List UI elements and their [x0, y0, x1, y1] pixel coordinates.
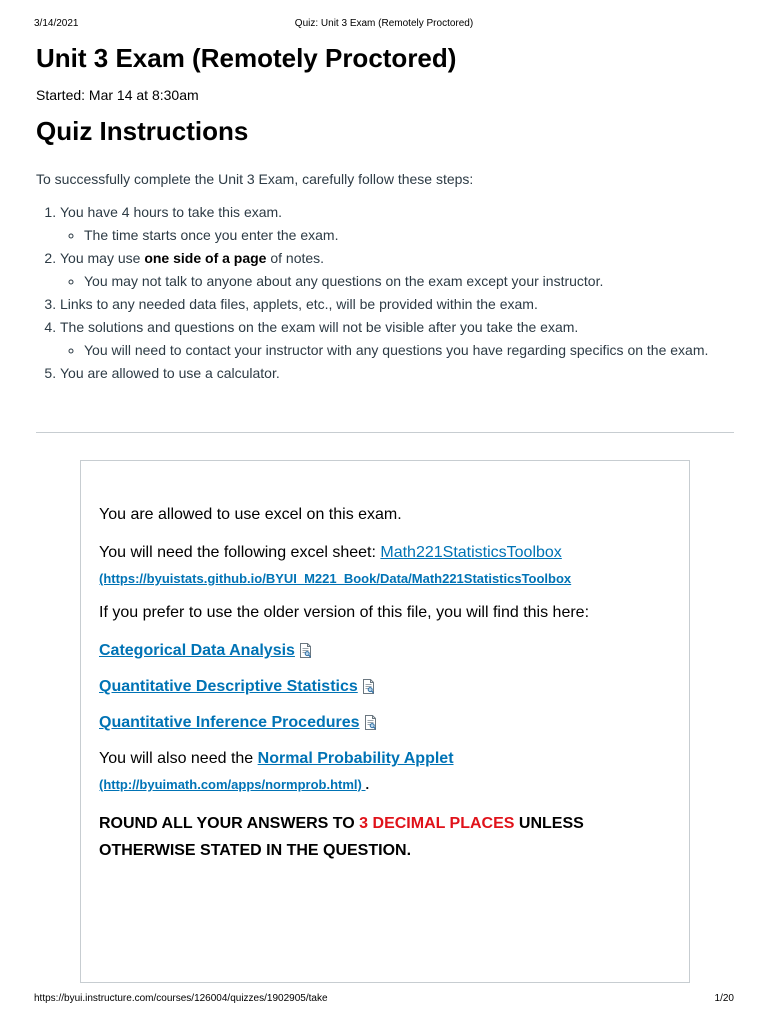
excel-allowed-text: You are allowed to use excel on this exam. [99, 506, 402, 523]
page-url: https://byui.instructure.com/courses/126004/quizzes/1902905/take [34, 993, 328, 1004]
applet-url-link[interactable]: (http://byuimath.com/apps/normprob.html) [99, 777, 366, 792]
toolbox-url-link[interactable]: (https://byuistats.github.io/BYUI_M221_Book/Data/Math221StatisticsToolbox [99, 571, 572, 586]
file-line-inference [99, 712, 671, 734]
print-date: 3/14/2021 [34, 18, 79, 29]
document-preview-icon[interactable] [364, 715, 377, 730]
sub-list [60, 270, 734, 293]
older-version-text: If you prefer to use the older version of this file, you will find this here: [99, 604, 590, 621]
file-line-descriptive [99, 676, 671, 698]
rounding-instruction [99, 810, 671, 864]
excel-sheet-line [99, 542, 671, 564]
step-text: Links to any needed data files, applets, etc., will be provided within the exam. [60, 296, 538, 312]
list-item [60, 362, 734, 385]
list-item [60, 247, 734, 293]
print-header [34, 18, 734, 32]
rounding-text-b: UNLESS OTHERWISE STATED IN THE QUESTION. [99, 815, 584, 859]
print-footer [34, 993, 734, 1007]
quiz-instructions-heading: Quiz Instructions [36, 116, 249, 146]
step-text-b: of notes. [266, 250, 325, 266]
excel-sheet-prefix: You will need the following excel sheet: [99, 544, 381, 561]
applet-prefix: You will also need the [99, 750, 258, 767]
print-page-title: Quiz: Unit 3 Exam (Remotely Proctored) [294, 18, 474, 29]
document-preview-icon[interactable] [362, 679, 375, 694]
instructions-intro: To successfully complete the Unit 3 Exam, carefully follow these steps: [36, 171, 474, 187]
normal-probability-applet-link[interactable]: Normal Probability Applet [257, 750, 454, 767]
instructions-steps-list [36, 201, 734, 385]
quiz-content [36, 40, 734, 385]
toolbox-link[interactable]: Math221StatisticsToolbox [380, 544, 562, 561]
list-item [60, 293, 734, 316]
file-line-categorical [99, 640, 671, 662]
started-timestamp: Started: Mar 14 at 8:30am [36, 87, 199, 103]
toolbox-url-line [99, 568, 671, 590]
exam-title: Unit 3 Exam (Remotely Proctored) [36, 43, 457, 73]
quantitative-descriptive-statistics-link[interactable]: Quantitative Descriptive Statistics [99, 678, 358, 695]
sub-list-item: ◦ You will need to contact your instructor with any questions you have regarding specifics on the exam. [84, 339, 734, 362]
decimal-places-emphasis: 3 DECIMAL PLACES [359, 815, 515, 832]
list-item [60, 316, 734, 362]
step-text-a: You may use [60, 250, 145, 266]
list-item [60, 201, 734, 247]
sub-list-item: ◦ You may not talk to anyone about any questions on the exam except your instructor. [84, 270, 734, 293]
step-text-bold: one side of a page [144, 250, 267, 266]
applet-url-suffix: . [365, 777, 370, 792]
sub-list [60, 339, 734, 362]
sub-list [60, 224, 734, 247]
step-text: You have 4 hours to take this exam. [60, 204, 283, 220]
page-number: 1/20 [714, 993, 734, 1004]
step-text: You are allowed to use a calculator. [60, 365, 280, 381]
document-preview-icon[interactable] [299, 643, 312, 658]
section-divider [36, 432, 734, 433]
exam-notice-box [80, 460, 690, 983]
applet-url-line [99, 774, 671, 796]
rounding-text-a: ROUND ALL YOUR ANSWERS TO [99, 815, 360, 832]
quantitative-inference-procedures-link[interactable]: Quantitative Inference Procedures [99, 714, 360, 731]
step-text: The solutions and questions on the exam will not be visible after you take the exam. [60, 319, 579, 335]
categorical-data-analysis-link[interactable]: Categorical Data Analysis [99, 642, 295, 659]
sub-list-item: ◦ The time starts once you enter the exam. [84, 224, 734, 247]
applet-line [99, 748, 671, 770]
